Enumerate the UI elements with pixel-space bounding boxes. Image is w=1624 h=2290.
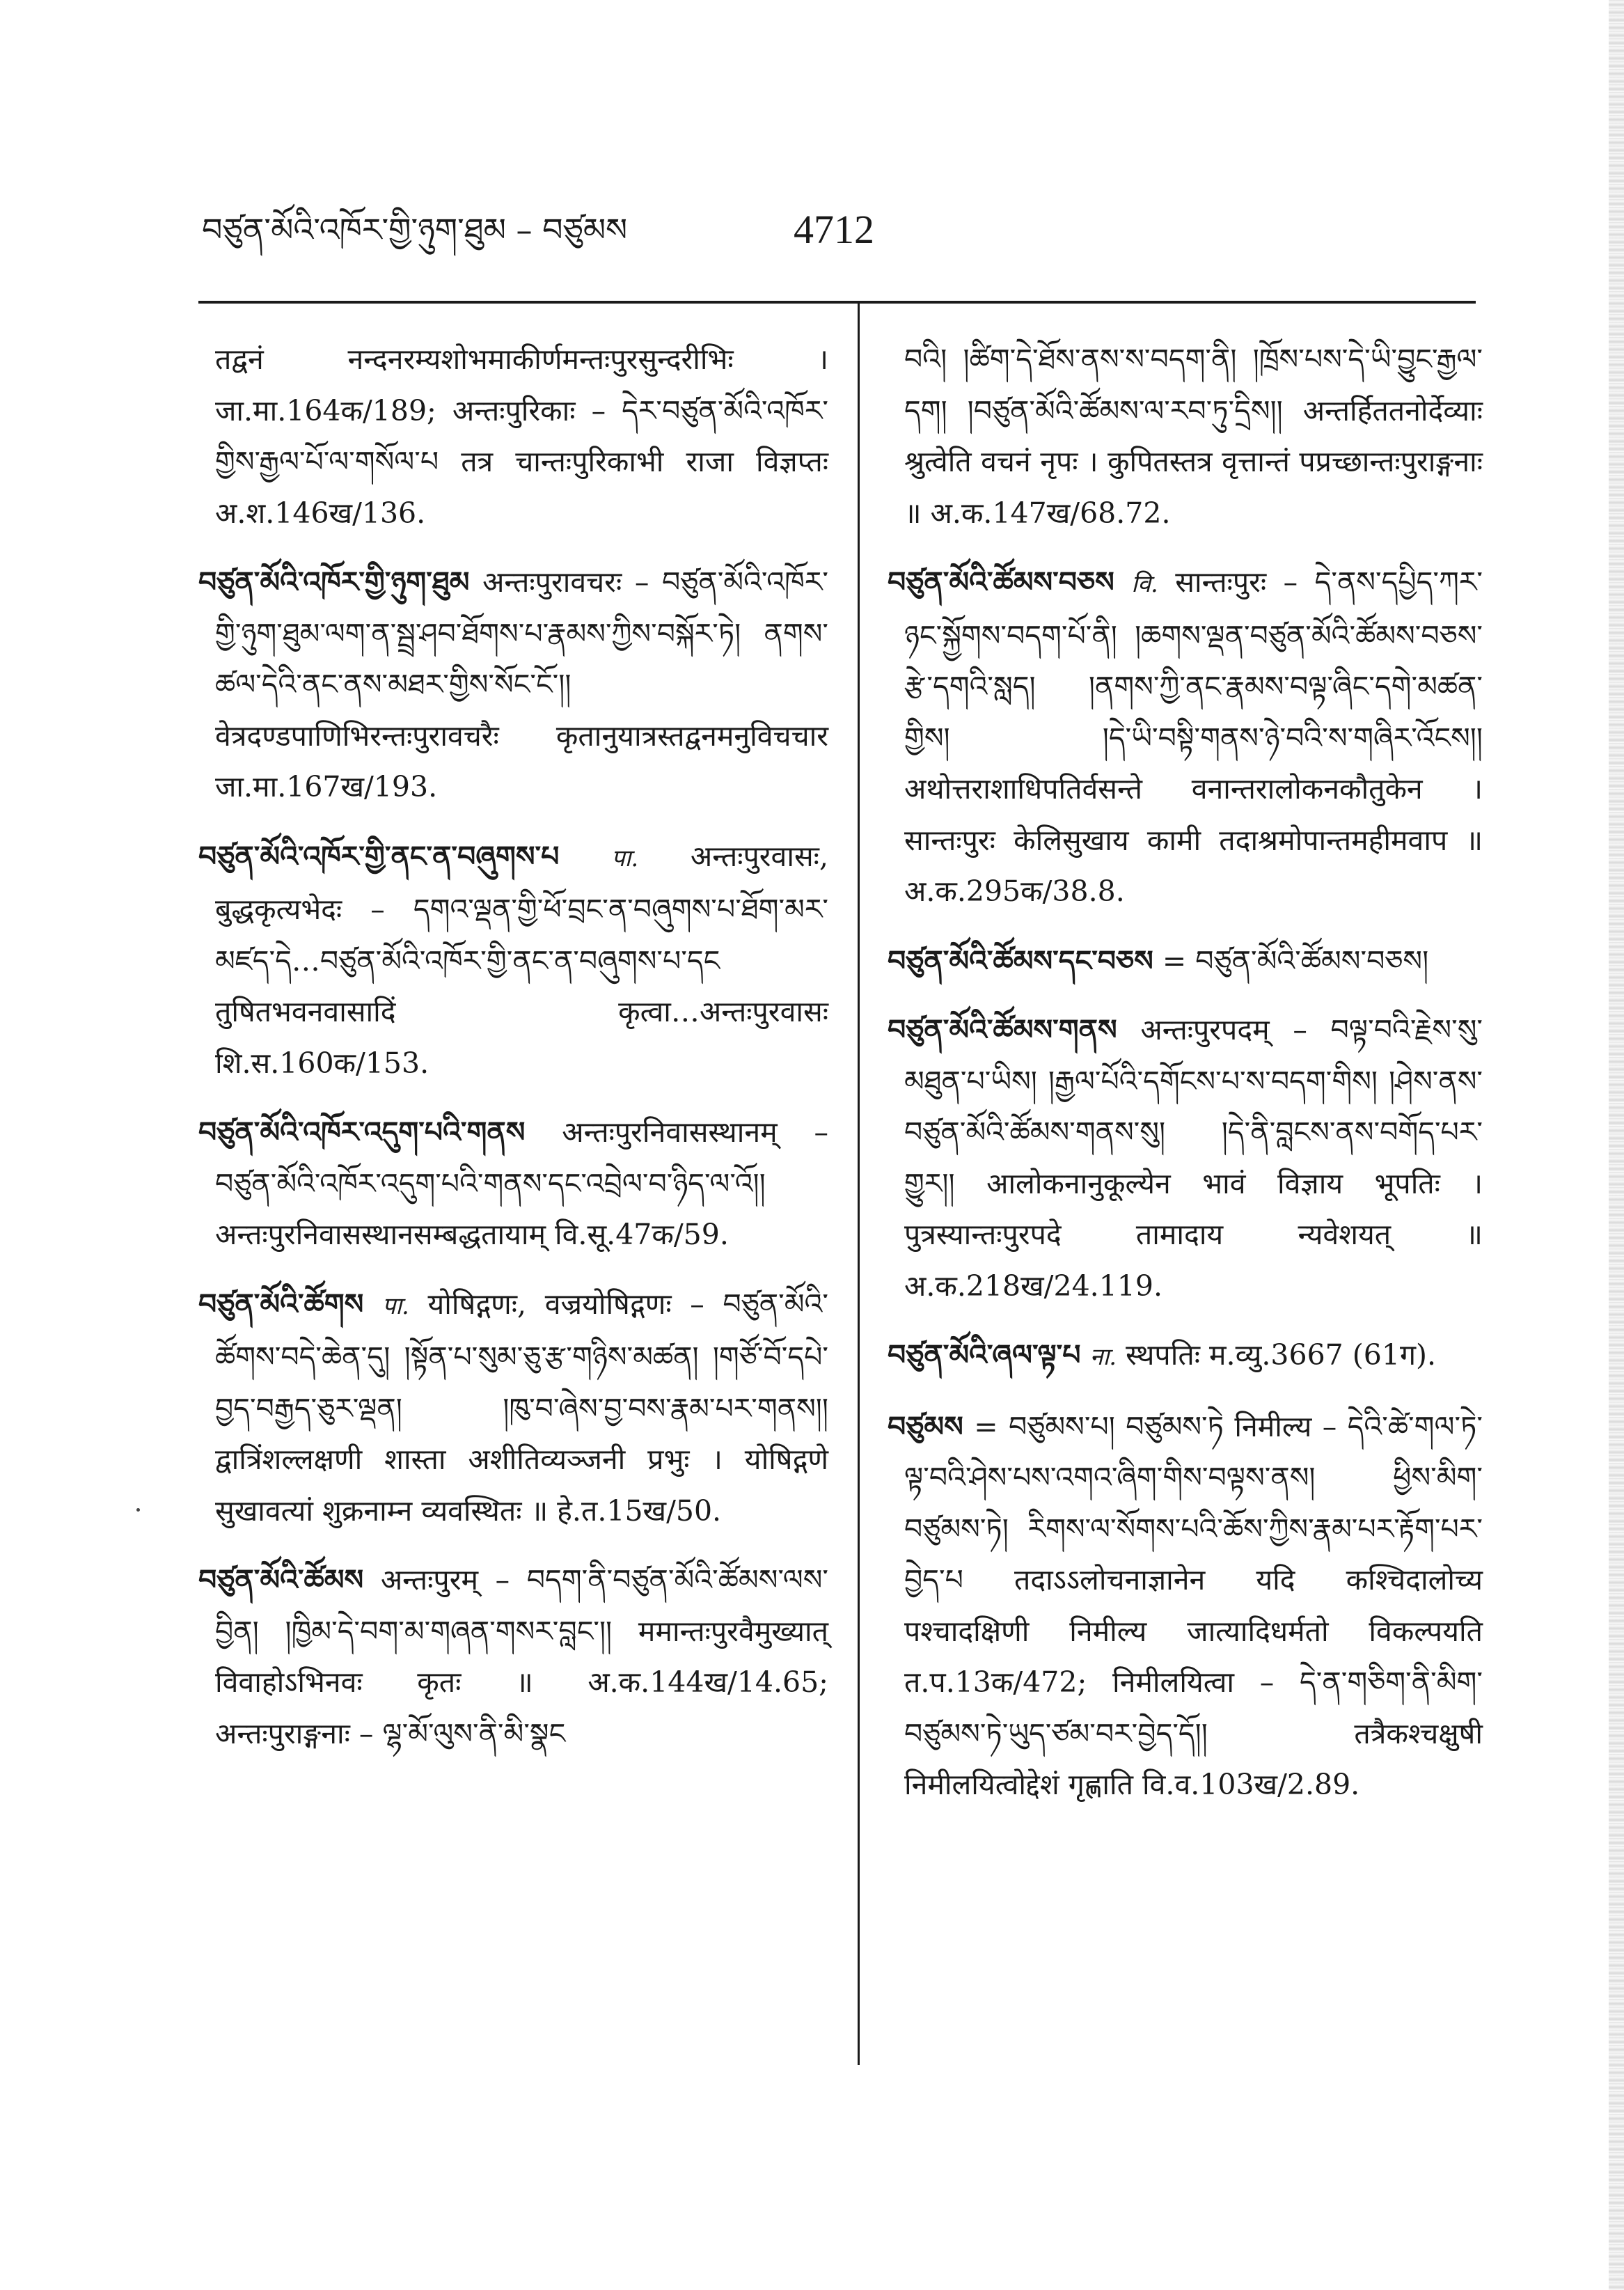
left-column [198,334,828,1778]
entry-text: བའི། །ཚིག་དེ་ཐོས་ནས་ས་བདག་ནི། །ཁྲོས་པས་དེ་ཡི་བྱུང་རྒྱལ་དག། །བཙུན་མོའི་ཚོམས་ལ་རབ་ཏུ་དྲིས།། अन्तर्हिततनोर्देव्याः श्रुत्वेति वचनं नृपः । कुपितस्तत्र वृत्तान्तं पप्रच्छान्तःपुराङ्गनाः ॥ अ.क.147ख/68.72. [904,343,1483,530]
grammar-tag: ना. [1089,1343,1117,1371]
entry-headword: བཙུན་མོའི་འཁོར་གྱི་ནང་ན་བཞུགས་པ [198,839,560,873]
dictionary-entry [198,831,828,1090]
grammar-tag: पा. [611,844,639,872]
column-divider [858,304,860,2065]
dictionary-entry [888,1402,1483,1811]
dictionary-entry [198,1107,828,1261]
entry-text: अन्तःपुरपदम् – བལྟ་བའི་རྗེས་སུ་མཐུན་པ་ཡིས། །རྒྱལ་པོའི་དགོངས་པ་ས་བདག་གིས། །ཤེས་ནས་བཙུན་མོའི་ཚོམས་གནས་སུ། །དེ་ནི་བླངས་ནས་བགོད་པར་གྱུར།། आलोकनानुकूल्येन भावं विज्ञाय भूपतिः । पुत्रस्यान्तःपुरपदे तामादाय न्यवेशयत् ॥ अ.क.218ख/24.119. [904,1013,1483,1303]
entry-text: अन्तःपुरनिवासस्थानम् – བཙུན་མོའི་འཁོར་འདུག་པའི་གནས་དང་འབྲེལ་བ་ཉིད་ལ་འོ།། अन्तःपुरनिवासस्थानसम्बद्धतायाम् वि.सू.47क/59. [215,1115,828,1251]
entry-headword: བཙུན་མོའི་འཁོར་གྱི་ཉུག་ཐུམ [198,565,470,599]
entry-continuation [888,334,1483,539]
entry-headword: བཙུམས [888,1409,963,1443]
entry-text: सान्तःपुरः – དེ་ནས་དཔྱིད་ཀར་ཉང་སྐྱོགས་བདག་པོ་ནི། །ཆགས་ལྡན་བཙུན་མོའི་ཚོམས་བཅས་རྩེ་དགའི་སླད། །ནགས་ཀྱི་ནང་རྣམས་བལྟ་ཞིང་དགེ་མཚན་གྱིས། །དེ་ཡི་བསྟི་གནས་ཉེ་བའི་ས་གཞིར་འོངས།། अथोत्तराशाधिपतिर्वसन्ते वनान्तरालोकनकौतुकेन । सान्तःपुरः केलिसुखाय कामी तदाश्रमोपान्तमहीमवाप ॥ अ.क.295क/38.8. [904,565,1483,908]
entry-headword: བཙུན་མོའི་ཞལ་ལྟ་པ [888,1338,1081,1372]
entry-text: = བཙུམས་པ། བཙུམས་ཏེ निमील्य – དེའི་ཚེ་གལ་ཏེ་ལྟ་བའི་ཤེས་པས་འགའ་ཞིག་གིས་བལྟས་ནས། ཕྱིས་མིག་བཙུམས་ཏེ། རིགས་ལ་སོགས་པའི་ཆོས་ཀྱིས་རྣམ་པར་རྟོག་པར་བྱེད་པ तदाऽऽलोचनाज्ञानेन यदि कश्चिदालोच्य पश्चादक्षिणी निमील्य जात्यादिधर्मतो विकल्पयति त.प.13क/472; निमीलयित्वा – དེ་ན་གཅིག་ནི་མིག་བཙུམས་ཏེ་ཡུད་ཙམ་བར་བྱེད་དོ།། तत्रैकश्चक्षुषी निमीलयित्वोद्देशं गृह्णाति वि.व.103ख/2.89. [904,1409,1483,1801]
entry-text: = བཙུན་མོའི་ཚོམས་བཅས། [1162,943,1429,978]
entry-continuation [198,334,828,539]
entry-text: अन्तःपुरावचरः – བཙུན་མོའི་འཁོར་གྱི་ཉུག་ཐུམ་ལག་ན་སྦྲ་ཤབ་ཐོགས་པ་རྣམས་ཀྱིས་བསྐོར་ཏེ། ནགས་ཚལ་དེའི་ནང་ནས་མཐར་གྱིས་སོང་ངོ༌།། वेत्रदण्डपाणिभिरन्तःपुरावचरैः कृतानुयात्रस्तद्वनमनुविचचार जा.मा.167ख/193. [215,565,828,803]
dictionary-entry [888,1005,1483,1312]
entry-text: अन्तःपुरवासः, बुद्धकृत्यभेदः – དགའ་ལྡན་གྱི་ཕོ་བྲང་ན་བཞུགས་པ་ཐོག་མར་མཛད་དེ…བཙུན་མོའི་འཁོར་གྱི་ནང་ན་བཞུགས་པ་དང तुषितभवनवासादिं कृत्वा…अन्तःपुरवासः शि.स.160क/153. [215,839,828,1080]
entry-text: योषिद्गणः, वज्रयोषिद्गणः – བཙུན་མོའི་ཚོགས་བདེ་ཆེན་དུ། །སྟོན་པ་སུམ་ཅུ་རྩ་གཉིས་མཚན། །གཙོ་བོ་དཔེ་བྱད་བརྒྱད་ཅུར་ལྡན། །ཁུ་བ་ཞེས་བྱ་བས་རྣམ་པར་གནས།། द्वात्रिंशल्लक्षणी शास्ता अशीतिव्यञ्जनी प्रभुः । योषिद्गणे सुखावत्यां शुक्रनाम्न व्यवस्थितः ॥ हे.त.15ख/50. [215,1287,828,1528]
entry-text: अन्तःपुरम् – བདག་ནི་བཙུན་མོའི་ཚོམས་ལས་བྱིན། །ཁྱིམ་དེ་བག་མ་གཞན་གསར་བླང་།། ममान्तःपुरवैमुख्यात् विवाहोऽभिनवः कृतः ॥ अ.क.144ख/14.65; अन्तःपुराङ्गनाः – ལྷ་མོ་ལུས་ནི་མི་སྣང [215,1563,828,1750]
scan-speck [136,1508,140,1512]
dictionary-entry [198,557,828,813]
grammar-tag: पा. [381,1292,409,1320]
entry-headword: བཙུན་མོའི་ཚོགས [198,1287,364,1321]
dictionary-entry [888,1330,1483,1383]
entry-text: स्थपतिः म.व्यु.3667 (61ग). [1126,1338,1437,1372]
page-number: 4712 [794,207,874,252]
dictionary-entry [888,557,1483,918]
entry-text: तद्वनं नन्दनरम्यशोभमाकीर्णमन्तःपुरसुन्दरीभिः । जा.मा.164क/189; अन्तःपुरिकाः – དེར་བཙུན་མོའི་འཁོར་གྱིས་རྒྱལ་པོ་ལ་གསོལ་པ तत्र चान्तःपुरिकाभी राजा विज्ञप्तः अ.श.146ख/136. [215,343,828,530]
dictionary-entry [888,936,1483,987]
entry-headword: བཙུན་མོའི་ཚོམས [198,1563,364,1597]
entry-headword: བཙུན་མོའི་ཚོམས་གནས [888,1013,1117,1046]
running-head: བཙུན་མོའི་འཁོར་གྱི་ཉུག་ཐུམ – བཙུམས [202,211,628,249]
entry-headword: བཙུན་མོའི་འཁོར་འདུག་པའི་གནས [198,1115,526,1149]
dictionary-entry [198,1279,828,1537]
entry-headword: བཙུན་མོའི་ཚོམས་བཅས [888,565,1114,599]
entry-headword: བཙུན་མོའི་ཚོམས་དང་བཅས [888,943,1153,978]
header-rule [198,301,1476,304]
scan-edge [1609,0,1624,2290]
right-column [888,334,1483,1829]
grammar-tag: वि. [1131,570,1158,598]
dictionary-entry [198,1555,828,1759]
